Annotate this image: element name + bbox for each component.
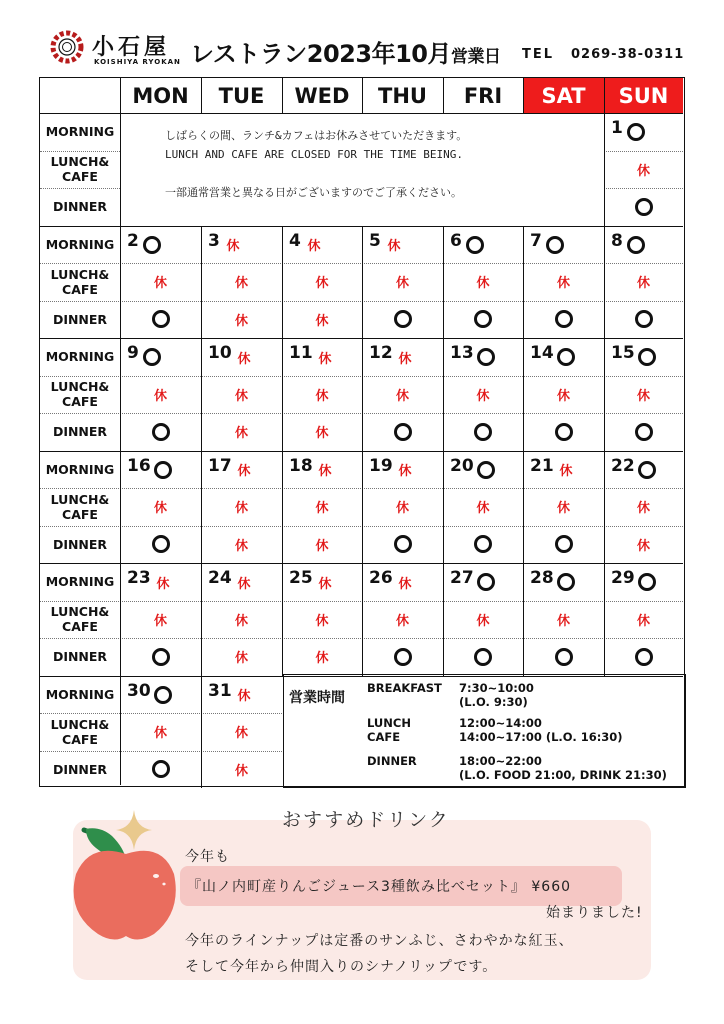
row-label-dinner: DINNER [52,424,108,440]
open-mark-morning [476,572,496,592]
closed-mark-lunch: 休 [234,388,248,404]
closed-mark-lunch: 休 [234,276,248,292]
day-header-fri: FRI [463,83,503,108]
day-col-divider [201,226,202,676]
date-number: 3 [208,230,220,251]
day-header-sat: SAT [523,78,604,113]
rec-line-5: そして今年から仲間入りのシナノリップです。 [185,959,498,975]
row-label-lunch: LUNCH& [50,604,110,620]
open-mark-morning [476,347,496,367]
row-label-cafe: CAFE [62,731,98,747]
row-label-dinner: DINNER [52,649,108,665]
row-label-cafe: CAFE [62,394,98,410]
closed-mark-lunch: 休 [636,501,650,517]
closed-mark-morning: 休 [559,464,573,479]
date-number: 18 [289,455,313,476]
closed-mark-lunch: 休 [395,501,409,517]
closed-mark-dinner: 休 [234,426,248,442]
row-label-morning: MORNING [45,574,115,590]
closed-mark-lunch: 休 [315,388,329,404]
closed-mark-lunch: 休 [556,501,570,517]
closed-mark-lunch: 休 [153,613,167,629]
open-mark-dinner [554,422,574,442]
business-hours-box [283,674,686,788]
closed-mark-dinner: 休 [234,538,248,554]
notice-line-jp: しばらくの間、ランチ&カフェはお休みさせていただきます。 [165,129,468,142]
open-mark-dinner [393,534,413,554]
tel-label: TEL [522,47,555,62]
closed-mark-lunch: 休 [476,388,490,404]
row-label-cafe: CAFE [62,506,98,522]
open-mark-morning [142,347,162,367]
open-mark-dinner [554,309,574,329]
row-label-lunch: LUNCH& [50,716,110,732]
date-number: 25 [289,568,313,588]
closed-mark-morning: 休 [318,464,332,479]
title-small: 営業日 [450,47,501,67]
notice-line-jp-2: 一部通常営業と異なる日がございますのでご了承ください。 [165,186,462,199]
day-header-mon: MON [132,83,189,108]
closed-mark-lunch: 休 [395,388,409,404]
title-main: レストラン2023年10月 [190,40,451,68]
open-mark-dinner [151,422,171,442]
row-label-lunch: LUNCH& [50,266,110,282]
date-number: 20 [450,455,474,476]
closed-mark-lunch: 休 [315,501,329,517]
open-mark-dinner [473,534,493,554]
row-label-morning: MORNING [45,461,115,477]
open-mark-dinner [634,197,654,217]
closure-notice [165,126,467,202]
closed-mark-lunch: 休 [315,276,329,292]
closed-mark-dinner: 休 [315,426,329,442]
closed-mark-dinner: 休 [234,763,248,779]
date-number: 13 [450,343,474,363]
date-number: 2 [127,230,139,251]
open-mark-morning [142,235,162,255]
open-mark-morning [476,460,496,480]
ryokan-logo-icon [50,30,84,64]
closed-mark-lunch: 休 [153,501,167,517]
day-col-divider [523,226,524,676]
label-col-divider [120,78,121,785]
open-mark-dinner [151,309,171,329]
day-header-sun: SUN [604,78,683,113]
closed-mark-morning: 休 [237,689,251,704]
open-mark-dinner [473,647,493,667]
day-col-divider [604,226,605,676]
closed-mark-morning: 休 [318,351,332,367]
day-header-thu: THU [378,83,427,108]
closed-mark-lunch: 休 [636,163,650,179]
closed-mark-morning: 休 [156,576,170,592]
closed-mark-lunch: 休 [636,613,650,629]
closed-mark-lunch: 休 [153,388,167,404]
product-name: 『山ノ内町産りんごジュース3種飲み比べセット』 ¥660 [187,879,572,895]
row-label-dinner: DINNER [52,761,108,777]
row-label-dinner: DINNER [52,199,108,215]
date-number: 31 [208,680,232,701]
rec-line-3: 始まりました! [546,905,643,921]
date-number: 6 [450,230,462,251]
row-label-lunch: LUNCH& [50,154,110,170]
open-mark-morning [465,235,485,255]
hours-title: 営業時間 [289,690,345,706]
rec-line-4: 今年のラインナップは定番のサンふじ、さわやかな紅玉、 [185,933,574,949]
open-mark-dinner [634,647,654,667]
date-number: 28 [530,568,554,588]
recommend-title: おすすめドリンク [282,809,450,831]
dinner-time: 18:00~22:00 [459,754,542,768]
open-mark-dinner [393,309,413,329]
closed-mark-lunch: 休 [395,613,409,629]
date-number: 17 [208,455,232,476]
day-header-wed: WED [294,83,350,108]
day-header-tue: TUE [218,83,265,108]
header-divider [40,113,683,114]
closed-mark-lunch: 休 [476,613,490,629]
date-number: 22 [611,455,635,476]
date-number: 10 [208,343,232,363]
closed-mark-lunch: 休 [234,726,248,742]
open-mark-dinner [473,309,493,329]
closed-mark-lunch: 休 [153,276,167,292]
row-label-lunch: LUNCH& [50,379,110,395]
brand-name-en: KOISHIYA RYOKAN [94,58,181,66]
date-number: 14 [530,343,554,363]
date-number: 30 [127,680,151,701]
closed-mark-morning: 休 [237,576,251,592]
cafe-label: CAFE [367,730,401,744]
dinner-label: DINNER [367,754,417,768]
apple-icon [70,826,182,946]
notice-line-en: LUNCH AND CAFE ARE CLOSED FOR THE TIME BEING. [165,148,464,161]
open-mark-morning [637,460,657,480]
closed-mark-lunch: 休 [153,726,167,742]
closed-mark-dinner: 休 [315,651,329,667]
open-mark-dinner [473,422,493,442]
date-number: 12 [369,343,393,363]
closed-mark-lunch: 休 [556,276,570,292]
open-mark-dinner [554,647,574,667]
day-col-divider [604,78,605,226]
closed-mark-lunch: 休 [476,501,490,517]
date-number: 4 [289,230,301,251]
open-mark-dinner [151,647,171,667]
closed-mark-morning: 休 [226,239,240,254]
breakfast-lo: (L.O. 9:30) [459,695,528,709]
open-mark-morning [153,685,173,705]
closed-mark-dinner: 休 [234,651,248,667]
slot-divider [604,151,683,152]
date-number: 27 [450,568,474,588]
date-number: 26 [369,568,393,588]
page-title [190,34,500,69]
closed-mark-morning: 休 [398,576,412,592]
open-mark-morning [637,572,657,592]
open-mark-dinner [151,759,171,779]
date-number: 24 [208,568,232,588]
row-label-lunch-cafe [40,713,120,751]
closed-mark-lunch: 休 [636,276,650,292]
row-label-lunch-cafe [40,601,120,639]
closed-mark-morning: 休 [307,239,321,254]
row-label-lunch-cafe [40,488,120,526]
week-divider [40,676,683,677]
business-calendar [39,77,685,787]
closed-mark-morning: 休 [398,351,412,367]
dinner-lo: (L.O. FOOD 21:00, DRINK 21:30) [459,768,667,782]
closed-mark-lunch: 休 [636,388,650,404]
date-number: 11 [289,343,313,363]
date-number: 1 [611,118,623,138]
row-label-cafe: CAFE [62,281,98,297]
open-mark-dinner [634,422,654,442]
day-col-divider [282,78,283,113]
date-number: 16 [127,455,151,476]
date-number: 7 [530,230,542,251]
open-mark-morning [153,460,173,480]
open-mark-dinner [393,422,413,442]
closed-mark-lunch: 休 [476,276,490,292]
closed-mark-lunch: 休 [234,501,248,517]
row-label-morning: MORNING [45,349,115,365]
date-number: 19 [369,455,393,476]
row-label-lunch-cafe [40,263,120,301]
open-mark-morning [626,235,646,255]
open-mark-dinner [634,309,654,329]
date-number: 15 [611,343,635,363]
open-mark-morning [626,122,646,142]
open-mark-dinner [151,534,171,554]
closed-mark-dinner: 休 [315,313,329,329]
closed-mark-morning: 休 [237,351,251,367]
tel-number: 0269-38-0311 [571,47,685,62]
open-mark-dinner [554,534,574,554]
closed-mark-lunch: 休 [395,276,409,292]
closed-mark-morning: 休 [387,239,401,254]
closed-mark-morning: 休 [398,464,412,479]
closed-mark-lunch: 休 [315,613,329,629]
row-label-lunch: LUNCH& [50,491,110,507]
cafe-time: 14:00~17:00 (L.O. 16:30) [459,730,623,744]
row-label-dinner: DINNER [52,311,108,327]
date-number: 9 [127,343,139,363]
closed-mark-morning: 休 [318,576,332,592]
row-label-morning: MORNING [45,686,115,702]
day-col-divider [201,78,202,113]
date-number: 23 [127,568,151,588]
open-mark-dinner [393,647,413,667]
date-number: 21 [530,455,554,476]
day-col-divider [362,78,363,113]
closed-mark-dinner: 休 [234,313,248,329]
day-col-divider [201,676,202,789]
breakfast-label: BREAKFAST [367,681,442,695]
row-label-morning: MORNING [45,124,115,140]
day-col-divider [282,226,283,676]
breakfast-time: 7:30~10:00 [459,681,534,695]
slot-divider [604,188,683,189]
lunch-time: 12:00~14:00 [459,716,542,730]
day-col-divider [523,78,524,113]
row-label-cafe: CAFE [62,619,98,635]
date-number: 5 [369,230,381,251]
date-number: 29 [611,568,635,588]
row-label-cafe: CAFE [62,169,98,185]
closed-mark-lunch: 休 [556,613,570,629]
closed-mark-lunch: 休 [556,388,570,404]
open-mark-morning [556,347,576,367]
closed-mark-lunch: 休 [234,613,248,629]
lunch-label: LUNCH [367,716,411,730]
closed-mark-morning: 休 [237,464,251,479]
open-mark-morning [556,572,576,592]
day-col-divider [443,78,444,113]
date-number: 8 [611,230,623,251]
closed-mark-dinner: 休 [636,538,650,554]
row-label-lunch-cafe [40,376,120,414]
rec-line-1: 今年も [185,849,230,865]
open-mark-morning [545,235,565,255]
row-label-lunch-cafe [40,151,120,189]
open-mark-morning [637,347,657,367]
closed-mark-dinner: 休 [315,538,329,554]
day-col-divider [443,226,444,676]
row-label-morning: MORNING [45,236,115,252]
day-col-divider [362,226,363,676]
row-label-dinner: DINNER [52,536,108,552]
brand-name-jp: 小石屋 [92,34,171,60]
